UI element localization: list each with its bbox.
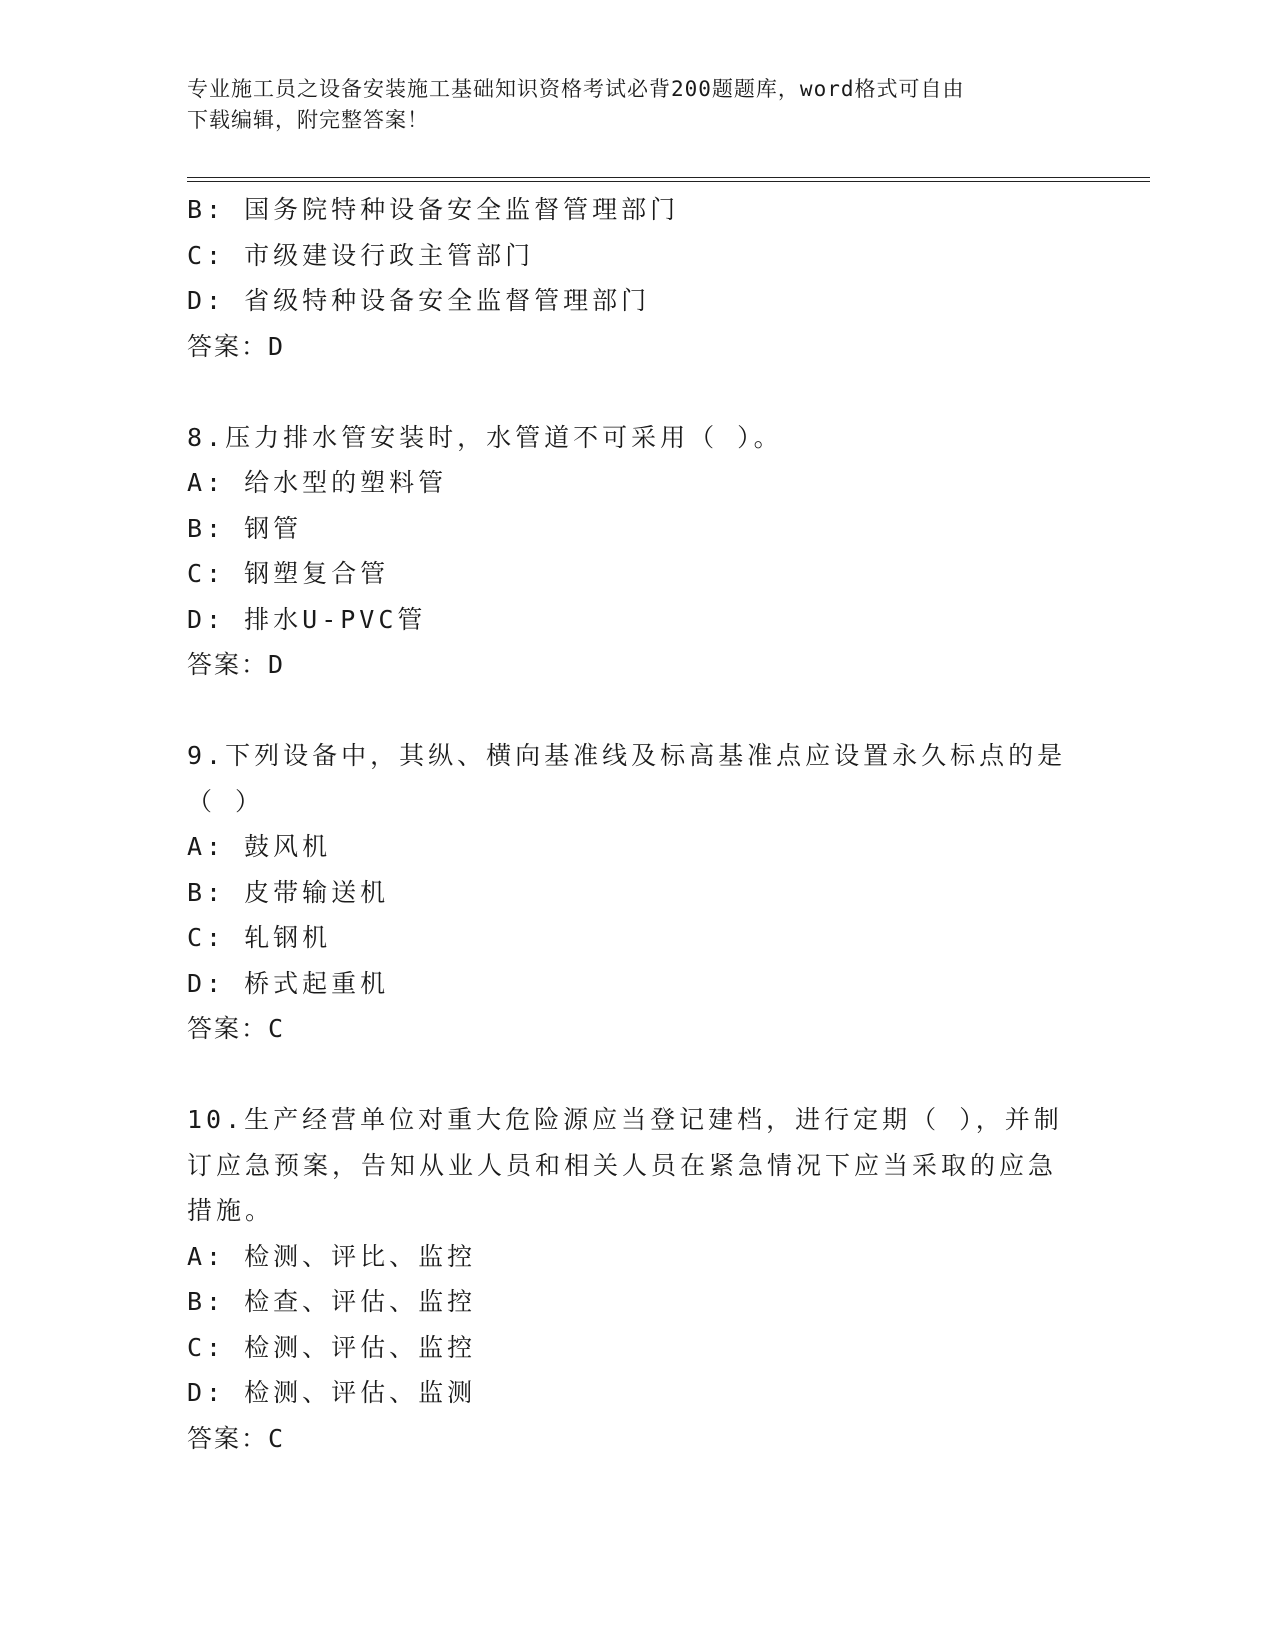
question-stem: 9.下列设备中，其纵、横向基准线及标高基准点应设置永久标点的是	[187, 741, 1067, 770]
option-c: C: 钢塑复合管	[187, 559, 390, 588]
option-a: A: 检测、评比、监控	[187, 1241, 477, 1271]
question-fragment	[187, 187, 1067, 369]
question-stem-continued: （ ）	[187, 786, 265, 816]
question-list	[187, 187, 1067, 1461]
answer-line: 答案：C	[187, 1423, 286, 1453]
answer-line: 答案：D	[187, 650, 286, 679]
question-9	[187, 733, 1067, 1052]
option-b: B: 皮带输送机	[187, 877, 390, 907]
header-divider	[187, 177, 1150, 182]
option-d: D: 省级特种设备安全监督管理部门	[187, 286, 651, 315]
option-c: C: 市级建设行政主管部门	[187, 240, 535, 270]
option-b: B: 国务院特种设备安全监督管理部门	[187, 195, 680, 224]
option-d: D: 检测、评估、监测	[187, 1378, 477, 1407]
header-line-1: 专业施工员之设备安装施工基础知识资格考试必背200题题库，word格式可自由	[187, 77, 965, 101]
question-8	[187, 415, 1067, 688]
option-b: B: 检查、评估、监控	[187, 1287, 477, 1316]
option-a: A: 给水型的塑料管	[187, 468, 448, 497]
option-c: C: 轧钢机	[187, 923, 332, 952]
option-b: B: 钢管	[187, 513, 303, 543]
question-stem-continued: 措施。	[187, 1196, 275, 1225]
question-stem: 10.生产经营单位对重大危险源应当登记建档，进行定期（ ），并制	[187, 1105, 1063, 1134]
header-line-2: 下载编辑，附完整答案！	[187, 108, 429, 132]
question-stem-continued: 订应急预案，告知从业人员和相关人员在紧急情况下应当采取的应急	[187, 1150, 1058, 1180]
question-10	[187, 1097, 1067, 1461]
answer-line: 答案：C	[187, 1014, 286, 1043]
option-d: D: 桥式起重机	[187, 968, 390, 998]
document-header	[187, 74, 1067, 136]
option-c: C: 检测、评估、监控	[187, 1332, 477, 1362]
option-d: D: 排水U-PVC管	[187, 604, 427, 634]
question-stem: 8.压力排水管安装时，水管道不可采用（ ）。	[187, 422, 783, 452]
answer-line: 答案：D	[187, 331, 286, 361]
option-a: A: 鼓风机	[187, 832, 332, 861]
